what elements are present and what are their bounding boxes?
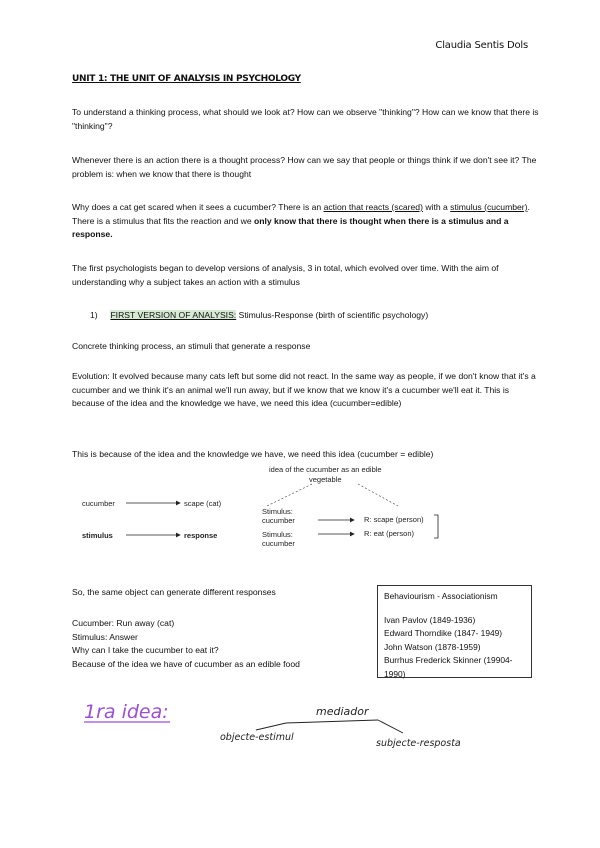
p3-action-underlined: action that reacts (scared) (323, 202, 423, 212)
dashed-line-left (267, 484, 312, 506)
dashed-line-right (358, 484, 398, 506)
handwritten-subjecte: subjecte-resposta (376, 738, 461, 749)
diagram-stim1-l2: cucumber (262, 516, 295, 525)
handwritten-branch-right (378, 720, 403, 733)
diagram-stim2-l1: Stimulus: (262, 530, 293, 539)
box-item: Ivan Pavlov (1849-1936) (384, 614, 476, 625)
diagram-r1: R: scape (person) (364, 515, 424, 524)
paragraph-4: The first psychologists began to develop versions of analysis, 3 in total, which evolved over time. With the aim of understanding why a subject takes an action with a stimulus (72, 263, 499, 287)
p3-stimulus-underlined: stimulus (cucumber) (450, 202, 528, 212)
diagram-scape-cat-label: scape (cat) (184, 499, 222, 508)
list-line: Stimulus: Answer (72, 631, 138, 642)
box-item: John Watson (1878-1959) (384, 641, 481, 652)
diagram-idea-line1: idea of the cucumber as an edible (269, 465, 382, 474)
list-item-first-version (90, 309, 560, 323)
paragraph-7: This is because of the idea and the knowledge we have, we need this idea (cucumber = edible) (72, 449, 434, 459)
paragraph-6: Evolution: It evolved because many cats left but some did not react. In the same way as people, if we don't know that it's a cucumber and we think it's an animal we'll run away, but if we know that we know it's a cucumber we'll eat it. This is because of the idea and the knowledge we have, we need this idea (cucumber=edible) (72, 371, 536, 408)
box-item: Burrhus Frederick Skinner (19904-1990) (384, 655, 513, 679)
handwritten-mediador: mediador (316, 705, 369, 718)
first-version-description: Stimulus-Response (birth of scientific psychology) (236, 310, 429, 320)
diagram-idea-line2: vegetable (309, 475, 342, 484)
behaviourism-box (377, 585, 532, 678)
first-version-label: FIRST VERSION OF ANALYSIS: (110, 310, 237, 320)
p3-text-e: . There is a stimulus that fits the reaction and we (72, 202, 530, 226)
diagram-stim1-l1: Stimulus: (262, 507, 293, 516)
diagram-response-label: response (184, 531, 218, 540)
page-title: UNIT 1: THE UNIT OF ANALYSIS IN PSYCHOLOGY (72, 74, 301, 84)
paragraph-8: So, the same object can generate different responses (72, 587, 276, 597)
handwritten-objecte: objecte-estimul (220, 732, 294, 743)
cucumber-list (72, 617, 372, 671)
list-line: Why can I take the cucumber to eat it? (72, 645, 219, 655)
p3-text-a: Why does a cat get scared when it sees a cucumber? There is an (72, 202, 324, 212)
list-line: Cucumber: Run away (cat) (72, 618, 175, 628)
diagram-cucumber-label: cucumber (82, 499, 115, 508)
paragraph-3 (72, 201, 542, 242)
box-item: Edward Thorndike (1847- 1949) (384, 628, 503, 638)
handwritten-bar (286, 720, 378, 723)
stimulus-response-diagram (72, 462, 472, 557)
paragraph-2: Whenever there is an action there is a thought process? How can we say that people or things think if we don't see it? The problem is: when we know that there is thought (72, 155, 537, 179)
handwritten-branch-left (256, 723, 286, 730)
handwritten-idea: 1ra idea: (84, 701, 169, 723)
diagram-r2: R: eat (person) (364, 529, 415, 538)
list-line: Because of the idea we have of cucumber as an edible food (72, 658, 300, 669)
box-title: Behaviourism - Associationism (384, 591, 498, 601)
list-number: 1) (90, 310, 98, 320)
diagram-bracket (434, 515, 438, 538)
diagram-stim2-l2: cucumber (262, 539, 295, 548)
handwritten-notes (78, 690, 478, 760)
p3-bold-conclusion: only know that there is thought when there is a stimulus and a response. (72, 215, 509, 239)
paragraph-5: Concrete thinking process, an stimuli that generate a response (72, 341, 311, 351)
paragraph-1: To understand a thinking process, what should we look at? How can we observe "thinking"? How can we know that there is "thinking"? (72, 107, 539, 131)
author-name: Claudia Sentis Dols (435, 40, 528, 51)
p3-text-c: with a (422, 202, 451, 212)
diagram-stimulus-label: stimulus (82, 531, 113, 540)
